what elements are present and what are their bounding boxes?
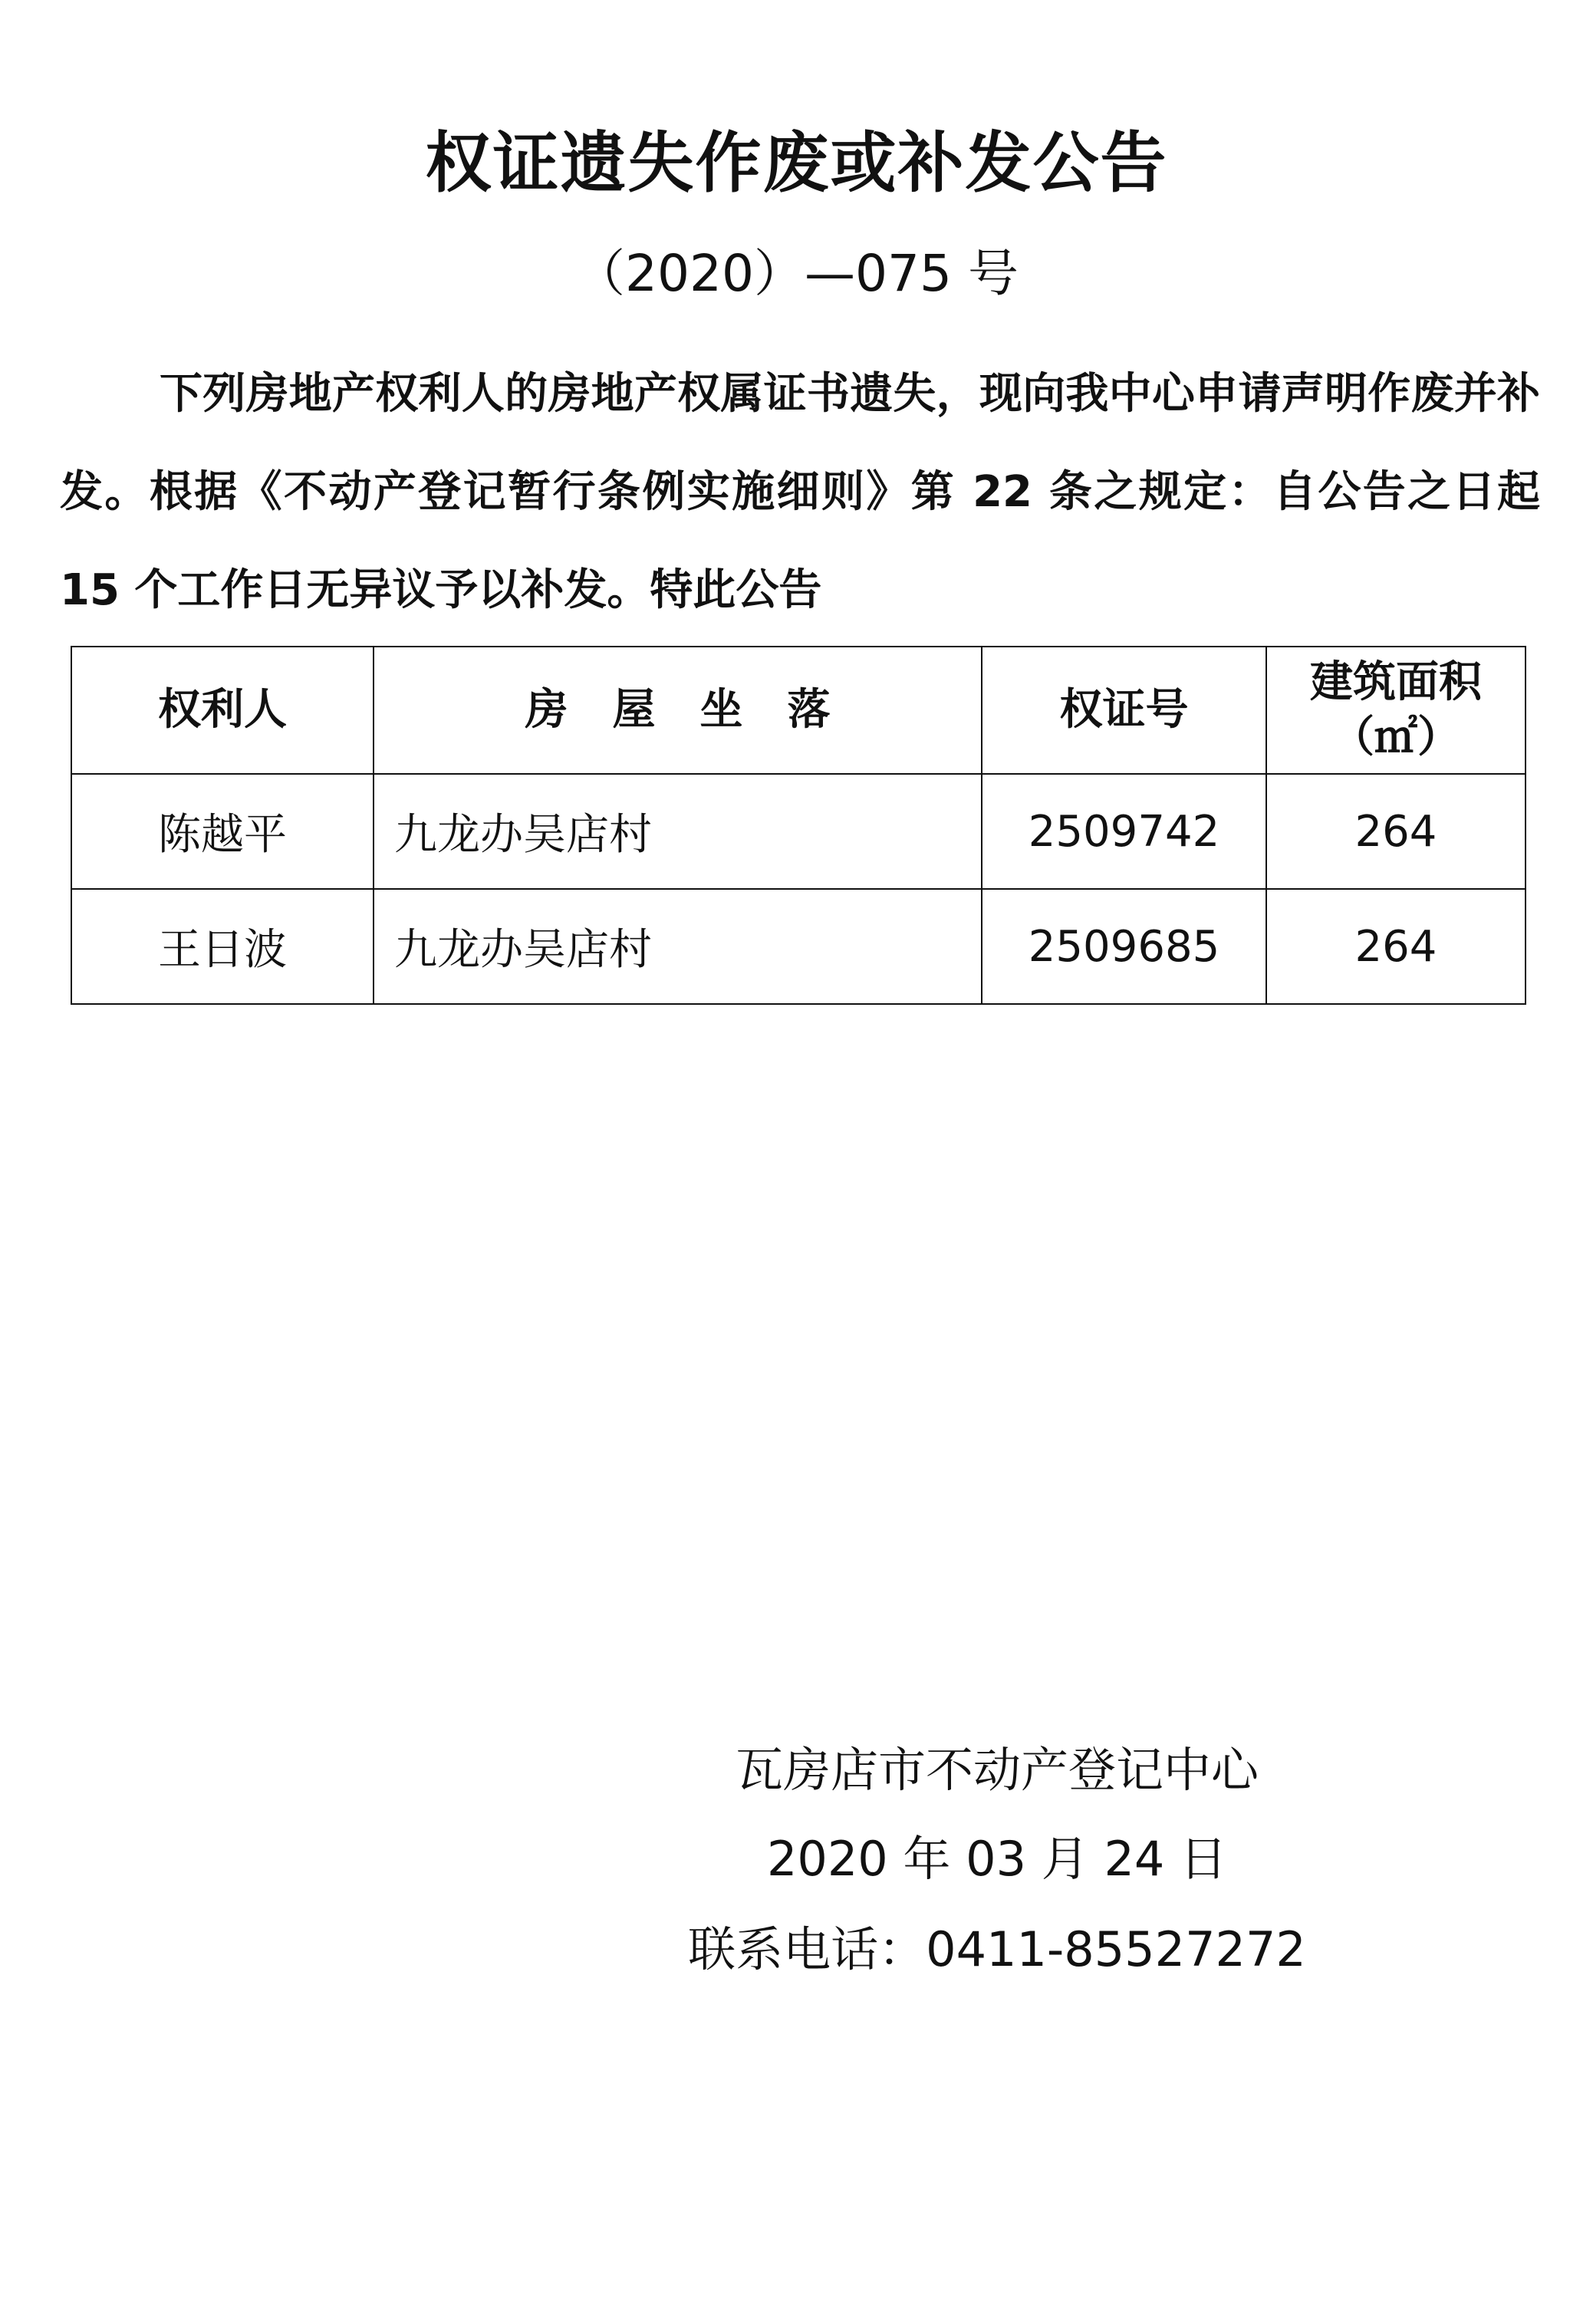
table-row <box>71 774 1526 889</box>
cell-cert-no: 2509685 <box>982 889 1266 1004</box>
header-location <box>374 647 982 774</box>
notice-body: 下列房地产权利人的房地产权属证书遗失，现向我中心申请声明作废并补发。根据《不动产登记暂行条例实施细则》第 22 条之规定：自公告之日起 15 个工作日无异议予以补发。特此公告 <box>60 369 1540 615</box>
table-row <box>71 889 1526 1004</box>
header-area-label: 建筑面积 <box>1310 657 1482 707</box>
contact-phone: 联系电话：0411-85527272 <box>688 1921 1306 1977</box>
header-location-label: 房屋坐落 <box>525 685 875 735</box>
header-area-unit: （㎡） <box>1331 713 1460 762</box>
cell-location: 九龙办吴店村 <box>374 889 982 1004</box>
cell-holder: 王日波 <box>71 889 374 1004</box>
header-area <box>1266 647 1526 774</box>
cell-cert-no: 2509742 <box>982 774 1266 889</box>
notice-title: 权证遗失作废或补发公告 <box>425 125 1168 202</box>
cell-location: 九龙办吴店村 <box>374 774 982 889</box>
issue-date: 2020 年 03 月 24 日 <box>766 1831 1228 1887</box>
cell-area: 264 <box>1266 889 1526 1004</box>
notice-number: （2020）—075 号 <box>574 244 1019 303</box>
issuing-organization: 瓦房店市不动产登记中心 <box>735 1742 1259 1798</box>
header-holder: 权利人 <box>71 647 374 774</box>
cell-area: 264 <box>1266 774 1526 889</box>
header-cert-no: 权证号 <box>982 647 1266 774</box>
cell-holder: 陈越平 <box>71 774 374 889</box>
records-table <box>71 646 1526 1005</box>
table-header-row <box>71 647 1526 774</box>
